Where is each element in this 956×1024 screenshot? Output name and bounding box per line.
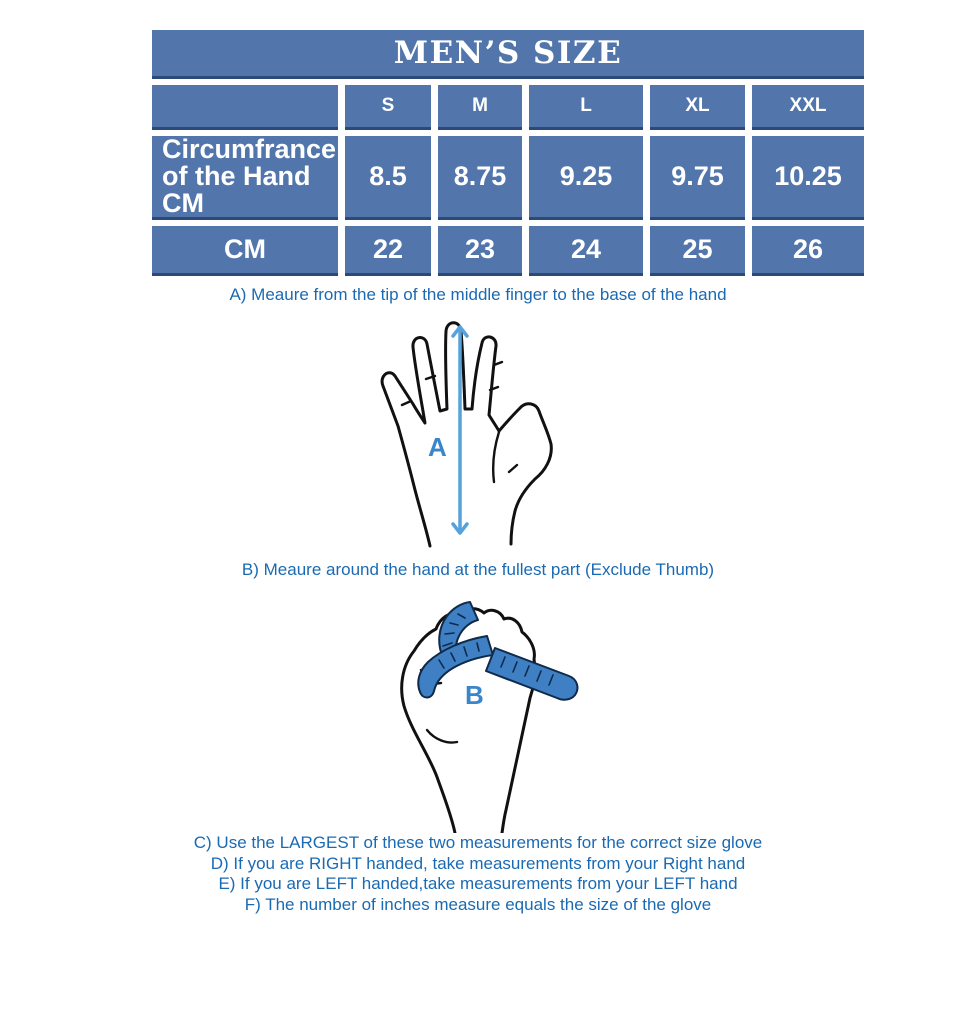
cm-value-l: 24 — [529, 226, 643, 276]
instruction-line-b: B) Meaure around the hand at the fullest part (Exclude Thumb) — [241, 560, 715, 579]
size-col-l: L — [529, 85, 643, 130]
size-col-s: S — [345, 85, 431, 130]
corner-empty-cell — [152, 85, 338, 130]
circumference-value-m: 8.75 — [438, 136, 522, 220]
table-title: MEN’S SIZE — [152, 30, 864, 79]
table-row-circumference — [152, 136, 864, 220]
instruction-block — [0, 833, 956, 915]
instruction-line-a: A) Meaure from the tip of the middle finger to the base of the hand — [229, 285, 727, 304]
size-chart — [145, 24, 871, 282]
cm-value-xxl: 26 — [752, 226, 864, 276]
hand-length-diagram — [368, 314, 583, 549]
cm-value-s: 22 — [345, 226, 431, 276]
circumference-value-l: 9.25 — [529, 136, 643, 220]
table-row-cm — [152, 226, 864, 276]
hand-measure-label-a: A — [428, 432, 447, 462]
size-header-row — [152, 85, 864, 130]
circumference-value-xxl: 10.25 — [752, 136, 864, 220]
fist-circumference-diagram — [383, 588, 598, 833]
size-col-m: M — [438, 85, 522, 130]
circumference-value-s: 8.5 — [345, 136, 431, 220]
instruction-line-e: E) If you are LEFT handed,take measurements from your LEFT hand — [218, 874, 738, 893]
size-col-xxl: XXL — [752, 85, 864, 130]
size-col-xl: XL — [650, 85, 745, 130]
row-label-cm: CM — [152, 226, 338, 276]
cm-value-xl: 25 — [650, 226, 745, 276]
cm-value-m: 23 — [438, 226, 522, 276]
table-title-row — [152, 30, 864, 79]
fist-measure-label-b: B — [465, 680, 484, 710]
instruction-line-c: C) Use the LARGEST of these two measurements for the correct size glove — [193, 833, 763, 852]
row-label-circumference: Circumfrance of the Hand CM — [152, 136, 338, 220]
instruction-line-f: F) The number of inches measure equals the size of the glove — [244, 894, 712, 914]
circumference-value-xl: 9.75 — [650, 136, 745, 220]
size-table — [145, 24, 871, 282]
instruction-line-d: D) If you are RIGHT handed, take measurements from your Right hand — [210, 853, 746, 873]
open-hand-outline-icon — [382, 323, 551, 546]
